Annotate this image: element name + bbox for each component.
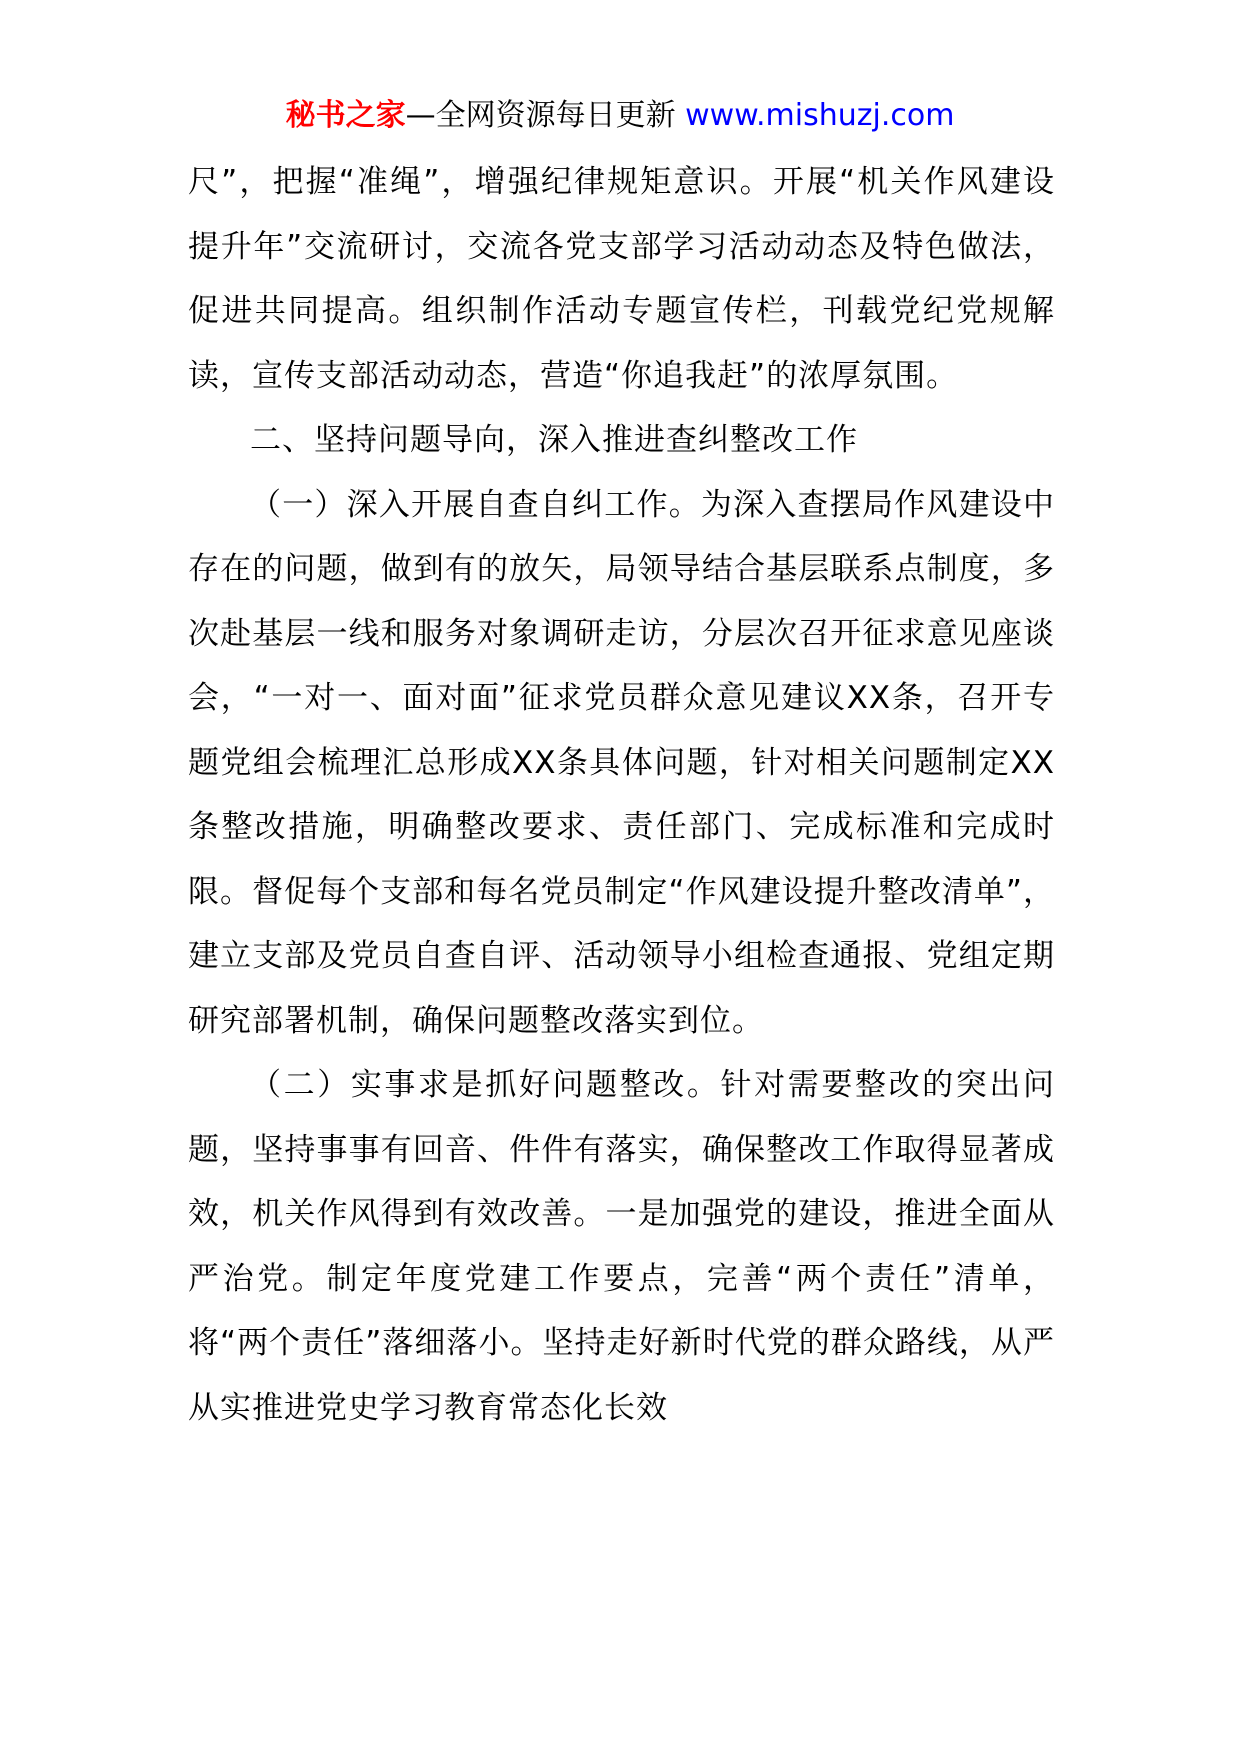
page-header [0,96,1240,136]
section-heading: 二、坚持问题导向，深入推进查纠整改工作 [250,422,858,458]
site-name: 秘书之家 [285,98,406,133]
site-url-link[interactable]: www.mishuzj.com [685,98,955,133]
paragraph-continuation: 尺”，把握“准绳”，增强纪律规矩意识。开展“机关作风建设提升年”交流研讨，交流各党支部学习活动动态及特色做法，促进共同提高。组织制作活动专题宣传栏，刊载党纪党规解读，宣传支部活动动态，营造“你追我赶”的浓厚氛围。 [188,164,1055,394]
document-body [188,150,1055,1440]
site-tagline: —全网资源每日更新 [405,98,686,133]
paragraph-rectification: （二）实事求是抓好问题整改。针对需要整改的突出问题，坚持事事有回音、件件有落实，确保整改工作取得显著成效，机关作风得到有效改善。一是加强党的建设，推进全面从严治党。制定年度党建工作要点，完善“两个责任”清单，将“两个责任”落细落小。坚持走好新时代党的群众路线，从严从实推进党史学习教育常态化长效 [188,1067,1055,1426]
paragraph-self-inspection: （一）深入开展自查自纠工作。为深入查摆局作风建设中存在的问题，做到有的放矢，局领导结合基层联系点制度，多次赴基层一线和服务对象调研走访，分层次召开征求意见座谈会，“一对一、面对面”征求党员群众意见建议XX条，召开专题党组会梳理汇总形成XX条具体问题，针对相关问题制定XX条整改措施，明确整改要求、责任部门、完成标准和完成时限。督促每个支部和每名党员制定“作风建设提升整改清单”，建立支部及党员自查自评、活动领导小组检查通报、党组定期研究部署机制，确保问题整改落实到位。 [188,486,1055,1039]
